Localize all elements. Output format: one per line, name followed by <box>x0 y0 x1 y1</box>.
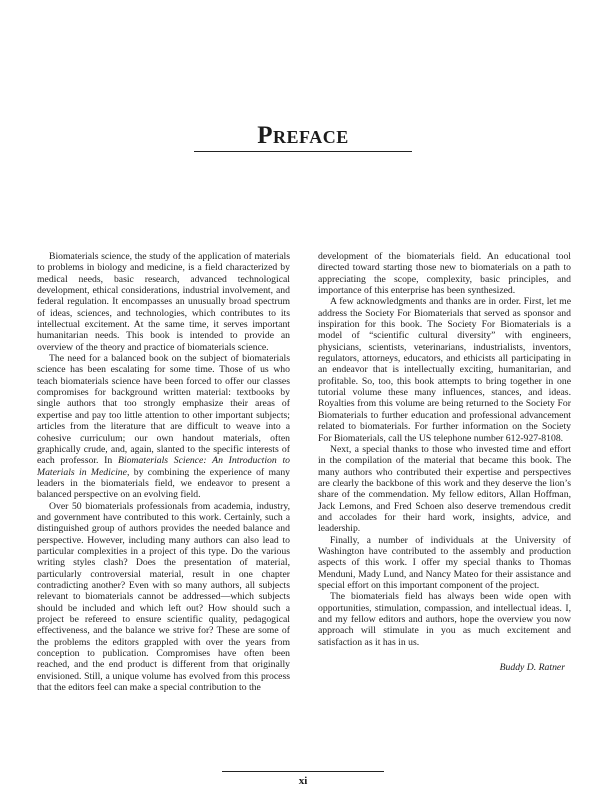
paragraph: The biomaterials field has always been wide open with opportunities, stimulation, compassion, and intellectual ideas. I, and my fellow editors and authors, hope the overview you now approach will stimulate in you as much excitement and satisfaction as it has in us. <box>318 591 571 648</box>
paragraph: A few acknowledgments and thanks are in order. First, let me address the Society For Biomaterials that served as sponsor and inspiration for this book. The Society For Biomaterials is a model of “scientific cultural diversity” with engineers, physicians, scientists, veterinarians, industrialists, inventors, regulators, attorneys, educators, and ethicists all participating in an endeavor that is intellectually exciting, humanitarian, and profitable. So, too, this book attempts to bring together in one tutorial volume these many influences, stances, and ideas. Royalties from this volume are being returned to the Society For Biomaterials to further education and professional advancement related to biomaterials. For further information on the Society For Biomaterials, call the US telephone number 612-927-8108. <box>318 296 571 444</box>
right-column <box>318 251 571 673</box>
title-underline <box>194 151 412 152</box>
footer-rule <box>222 771 384 772</box>
left-column <box>37 251 290 693</box>
paragraph-continued: development of the biomaterials field. An educational tool directed toward starting those new to biomaterials on a path to appreciating the scope, complexity, basic principles, and importance of this enterprise has been synthesized. <box>318 251 571 297</box>
page-title <box>0 122 606 150</box>
title-small-caps: REFACE <box>273 127 349 147</box>
book-title: Biomaterials Science: An Introduction to Materials in Medicine, <box>37 455 290 478</box>
title-initial: P <box>257 122 274 149</box>
paragraph: Over 50 biomaterials professionals from academia, industry, and government have contributed to this work. Certainly, such a distinguished group of authors provides the needed balance and perspective. However, including many authors can also lead to particular complexities in a project of this type. Do the various writing styles clash? Does the presentation of material, particularly controversial material, result in one chapter contradicting another? Even with so many authors, all subjects relevant to biomaterials cannot be addressed—which subjects should be included and which left out? How should such a project be refereed to ensure scientific quality, pedagogical effectiveness, and the balance we strive for? These are some of the problems the editors grappled with over the years from conception to publication. Compromises have often been reached, and the end product is different from that originally envisioned. Still, a unique volume has evolved from this process that the editors feel can make a special contribution to the <box>37 500 290 694</box>
paragraph: Biomaterials science, the study of the application of materials to problems in biology and medicine, is a field characterized by medical needs, basic research, advanced technological development, ethical considerations, industrial involvement, and federal regulation. It encompasses an unusually broad spectrum of ideas, sciences, and technologies, which contributes to its intellectual excitement. At the same time, it serves important humanitarian needs. This book is intended to provide an overview of the theory and practice of biomaterials science. <box>37 251 290 353</box>
signature: Buddy D. Ratner <box>499 662 565 674</box>
paragraph-text: The need for a balanced book on the subject of biomaterials science has been escalating for some time. Those of us who teach biomaterials science have been forced to offer our classes compromises for background written material: textbooks by single authors that too strongly emphasize their areas of expertise and pay too little attention to other important subjects; articles from the literature that are difficult to weave into a cohesive curriculum; our own handout materials, often graphically crude, and, again, slanted to the specific interests of each professor. In <box>37 353 290 467</box>
paragraph: Next, a special thanks to those who invested time and effort in the compilation of the material that became this book. The many authors who contributed their expertise and perspectives are clearly the backbone of this work and they deserve the lion’s share of the commendation. My fellow editors, Allan Hoffman, Jack Lemons, and Fred Schoen also deserve tremendous credit and accolades for their hard work, insights, advice, and leadership. <box>318 443 571 535</box>
page-number: xi <box>298 775 308 787</box>
paragraph <box>37 353 290 500</box>
paragraph: Finally, a number of individuals at the University of Washington have contributed to the assembly and production aspects of this work. I offer my special thanks to Thomas Menduni, Mady Lund, and Nancy Mateo for their assistance and special effort on this important component of the project. <box>318 534 571 591</box>
paragraph-text: by combining the experience of many leaders in the biomaterials field, we endeavor to present a balanced perspective on an evolving field. <box>37 466 291 501</box>
